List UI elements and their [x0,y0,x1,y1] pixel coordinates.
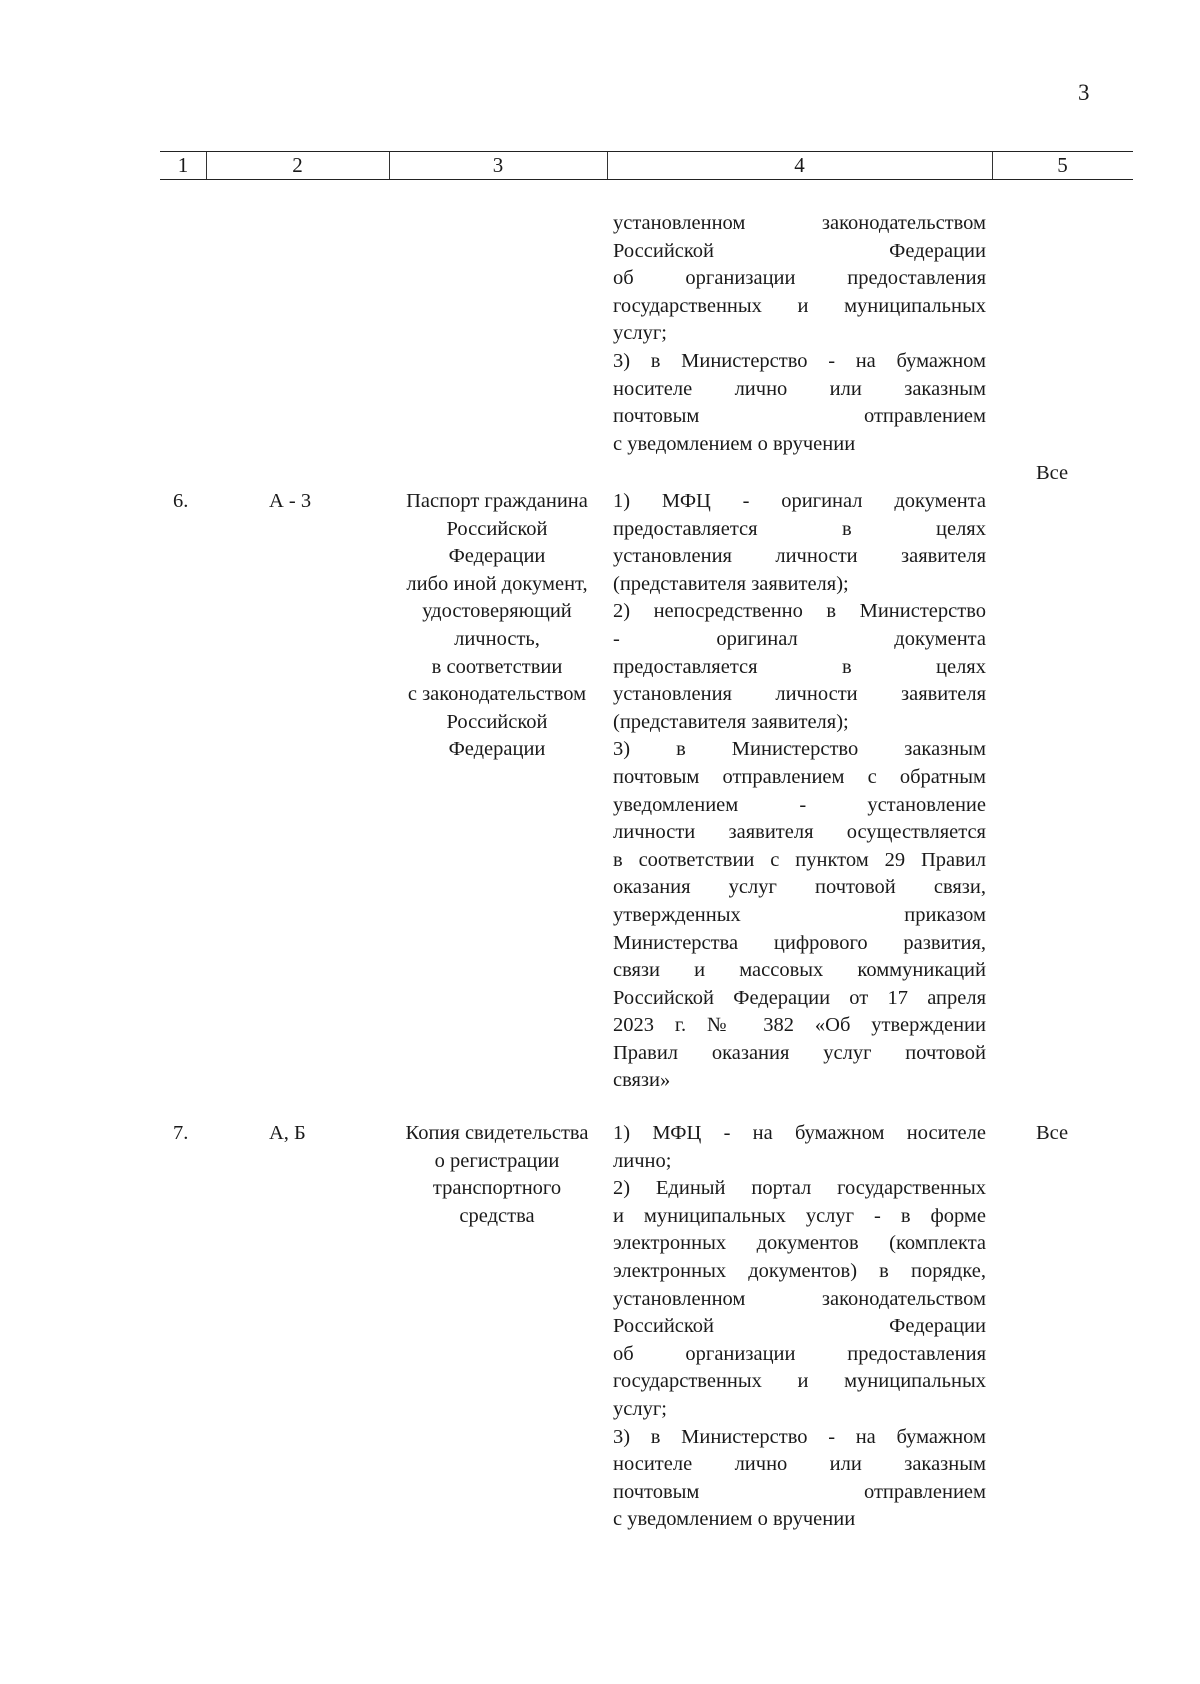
row-6-number: 6. [173,490,189,512]
text-line: - оригинал документа [613,627,986,650]
text-line: Федерации [448,738,546,761]
text-line: транспортного [432,1177,562,1200]
text-line: уведомлением - установление [613,793,986,816]
text-line: государственных и муниципальных [613,294,986,317]
text-line: в соответствии с пунктом 29 Правил [613,848,986,871]
continuation-applicants: Все [1036,462,1069,484]
text-line: связи и массовых коммуникаций [613,959,986,982]
header-col-5: 5 [1057,153,1068,177]
text-line: Федерации [448,545,546,568]
text-line: Копия свидетельства [405,1122,589,1144]
text-line: электронных документов) в порядке, [613,1259,986,1282]
row-7-number: 7. [173,1122,189,1144]
text-line: услуг; [613,1397,667,1420]
row-7-document [390,1120,604,1230]
text-line: 3) в Министерство заказным [613,738,986,761]
text-line: в соответствии [431,655,563,678]
text-line: личность, [454,627,540,650]
row-6-document [390,488,604,764]
header-col-3: 3 [492,153,504,177]
text-line: (представителя заявителя); [613,710,849,733]
row-7-group: А, Б [269,1122,306,1144]
continuation-methods [613,210,986,458]
header-col-2: 2 [292,153,303,177]
text-line: установления личности заявителя [613,683,986,706]
text-line: Российской [446,710,548,733]
text-line: Российской Федерации [613,239,986,262]
text-line: оказания услуг почтовой связи, [613,876,986,899]
text-line: удостоверяющий [422,600,572,623]
text-line: Российской Федерации от 17 апреля [613,986,986,1009]
row-7-methods [613,1120,986,1534]
text-line: (представителя заявителя); [613,572,849,595]
text-line: лично; [613,1149,672,1172]
text-line: электронных документов (комплекта [613,1232,986,1255]
text-line: предоставляется в целях [613,517,986,540]
text-line: установления личности заявителя [613,545,986,568]
text-line: предоставляется в целях [613,655,986,678]
text-line: и муниципальных услуг - в форме [613,1204,986,1227]
table-header-bottom-rule [160,179,1133,180]
text-line: 3) в Министерство - на бумажном [613,1425,986,1448]
text-line: с законодательством [407,683,587,706]
text-line: об организации предоставления [613,267,986,290]
text-line: 2023 г. № 382 «Об утверждении [613,1014,986,1037]
row-6-methods [613,488,986,1095]
text-line: 2) непосредственно в Министерство [613,600,986,623]
text-line: 1) МФЦ - на бумажном носителе [613,1122,986,1144]
header-col-4: 4 [794,153,805,177]
row-6-group: А - 3 [269,490,312,512]
text-line: почтовым отправлением [613,1480,986,1503]
header-col-1: 1 [177,153,189,177]
text-line: установленном законодательством [613,212,986,234]
text-line: об организации предоставления [613,1342,986,1365]
text-line: почтовым отправлением [613,405,986,428]
text-line: Правил оказания услуг почтовой [613,1041,986,1064]
page-number: 3 [1078,80,1090,105]
text-line: с уведомлением о вручении [613,432,856,455]
row-7-applicants: Все [1036,1122,1069,1144]
text-line: Российской Федерации [613,1315,986,1338]
text-line: установленном законодательством [613,1287,986,1310]
text-line: утвержденных приказом [613,903,986,926]
text-line: носителе лично или заказным [613,377,986,400]
text-line: средства [459,1204,535,1227]
text-line: о регистрации [434,1149,560,1172]
text-line: Российской [446,517,548,540]
text-line: 1) МФЦ - оригинал документа [613,490,986,512]
text-line: Паспорт гражданина [406,490,588,512]
text-line: личности заявителя осуществляется [613,821,986,844]
text-line: связи» [613,1069,671,1092]
text-line: почтовым отправлением с обратным [613,765,986,788]
text-line: либо иной документ, [406,572,588,595]
text-line: услуг; [613,322,667,345]
text-line: 3) в Министерство - на бумажном [613,349,986,372]
text-line: с уведомлением о вручении [613,1508,856,1531]
text-line: 2) Единый портал государственных [613,1177,986,1200]
text-line: Министерства цифрового развития, [613,931,986,954]
text-line: носителе лично или заказным [613,1453,986,1476]
text-line: государственных и муниципальных [613,1370,986,1393]
